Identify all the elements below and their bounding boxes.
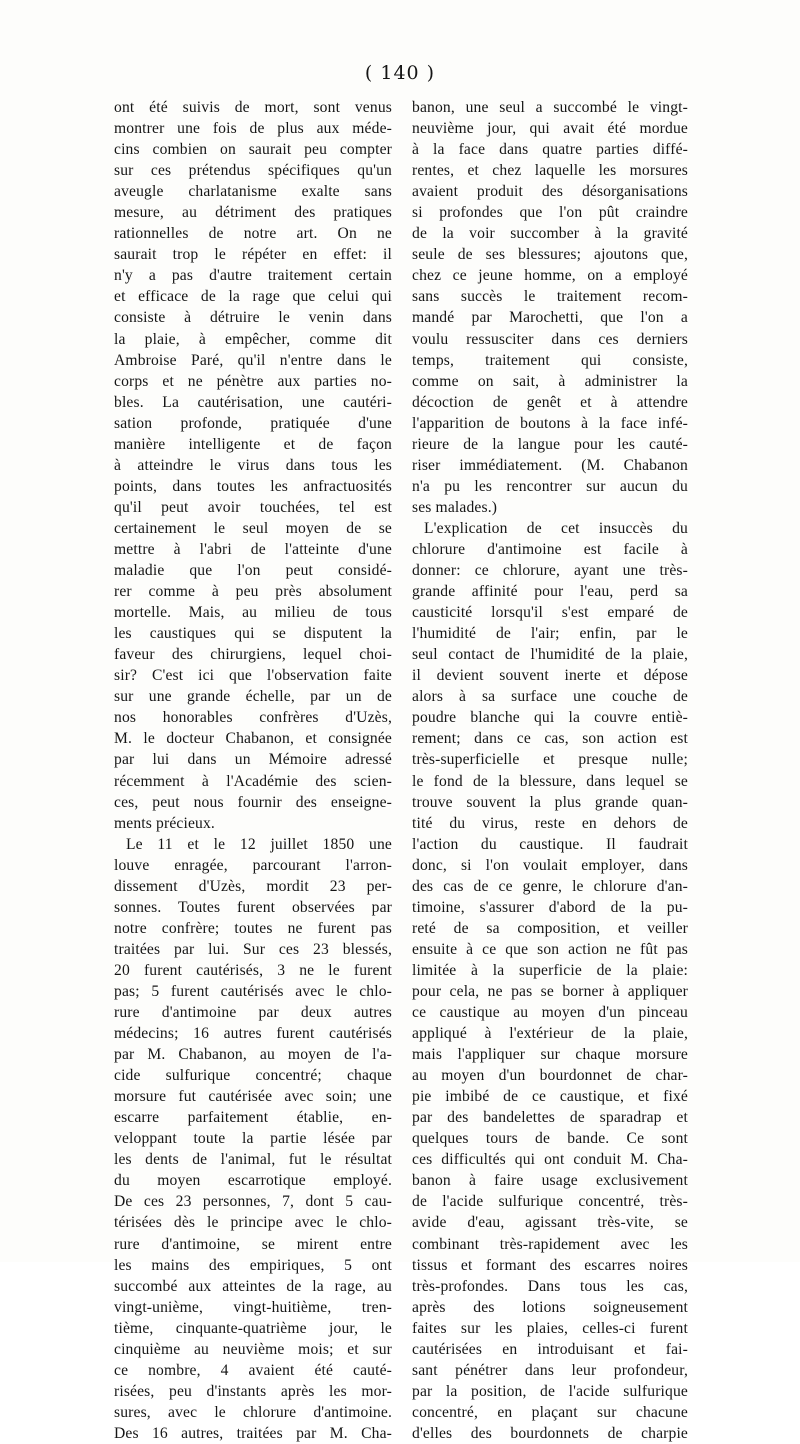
text-line: très-superficielle et presque nulle; xyxy=(412,751,688,769)
text-line: ces difficultés qui ont conduit M. Cha- xyxy=(412,1151,688,1169)
text-line: ce caustique au moyen d'un pinceau xyxy=(412,1004,688,1022)
text-line: rer comme à peu près absolument xyxy=(114,583,392,601)
text-line: qu'il peut avoir touchées, tel est xyxy=(114,498,392,516)
text-line: de la voir succomber à la gravité xyxy=(412,225,688,243)
text-line: rement; dans ce cas, son action est xyxy=(412,730,688,748)
text-line: banon à faire usage exclusivement xyxy=(412,1172,688,1190)
text-line: il devient souvent inerte et dépose xyxy=(412,667,688,685)
text-line: rure d'antimoine, se mirent entre xyxy=(114,1235,392,1253)
text-line: médecins; 16 autres furent cautérisés xyxy=(114,1025,392,1043)
text-line: avaient produit des désorganisations xyxy=(412,183,688,201)
text-line: l'humidité de l'air; enfin, par le xyxy=(412,625,688,643)
text-line: d'elles des bourdonnets de charpie xyxy=(412,1424,688,1442)
text-line: térisées dès le principe avec le chlo- xyxy=(114,1214,392,1232)
text-line: aveugle charlatanisme exalte sans xyxy=(114,183,392,201)
text-line: n'a pu les rencontrer sur aucun du xyxy=(412,477,688,495)
text-line: poudre blanche qui la couvre entiè- xyxy=(412,709,688,727)
right-column xyxy=(412,97,688,1444)
text-line: risées, peu d'instants après les mor- xyxy=(114,1382,392,1400)
text-line: tième, cinquante-quatrième jour, le xyxy=(114,1319,392,1337)
text-line: sures, avec le chlorure d'antimoine. xyxy=(114,1403,392,1421)
text-line: ensuite à ce que son action ne fût pas xyxy=(412,940,688,958)
text-line: cinquième au neuvième mois; et sur xyxy=(114,1340,392,1358)
text-line: combinant très-rapidement avec les xyxy=(412,1235,688,1253)
text-line: donner: ce chlorure, ayant une très- xyxy=(412,562,688,580)
text-line: saurait trop le répéter en effet: il xyxy=(114,246,392,264)
text-line: très-profondes. Dans tous les cas, xyxy=(412,1277,688,1295)
text-line: par des bandelettes de sparadrap et xyxy=(412,1109,688,1127)
text-line: et efficace de la rage que celui qui xyxy=(114,288,392,306)
text-line: trouve souvent la plus grande quan- xyxy=(412,793,688,811)
text-line: Des 16 autres, traitées par M. Cha- xyxy=(114,1424,392,1442)
text-line: grande affinité pour l'eau, perd sa xyxy=(412,583,688,601)
text-line: sation profonde, pratiquée d'une xyxy=(114,414,392,432)
text-line: manière intelligente et de façon xyxy=(114,435,392,453)
text-line: par M. Chabanon, au moyen de l'a- xyxy=(114,1046,392,1064)
text-line: ce nombre, 4 avaient été cauté- xyxy=(114,1361,392,1379)
text-line: par lui dans un Mémoire adressé xyxy=(114,751,392,769)
text-line: l'apparition de boutons à la face infé- xyxy=(412,414,688,432)
text-line: nos honorables confrères d'Uzès, xyxy=(114,709,392,727)
text-line: concentré, en plaçant sur chacune xyxy=(412,1403,688,1421)
text-line: succombé aux atteintes de la rage, au xyxy=(114,1277,392,1295)
text-line: maladie que l'on peut considé- xyxy=(114,562,392,580)
text-line: sant pénétrer dans leur profondeur, xyxy=(412,1361,688,1379)
text-line: si profondes que l'on pût craindre xyxy=(412,204,688,222)
text-line: à la face dans quatre parties diffé- xyxy=(412,141,688,159)
left-column xyxy=(114,97,392,1444)
text-line: sir? C'est ici que l'observation faite xyxy=(114,667,392,685)
text-line: pie imbibé de ce caustique, et fixé xyxy=(412,1088,688,1106)
text-line: du moyen escarrotique employé. xyxy=(114,1172,392,1190)
text-line: quelques tours de bande. Ce sont xyxy=(412,1130,688,1148)
text-line: mettre à l'abri de l'atteinte d'une xyxy=(114,540,392,558)
text-line: la plaie, à empêcher, comme dit xyxy=(114,330,392,348)
text-line: mandé par Marochetti, que l'on a xyxy=(412,309,688,327)
text-line: seule de ses blessures; ajoutons que, xyxy=(412,246,688,264)
text-line: timoine, s'assurer d'abord de la pu- xyxy=(412,898,688,916)
text-line: corps et ne pénètre aux parties no- xyxy=(114,372,392,390)
text-line: ces, peut nous fournir des enseigne- xyxy=(114,793,392,811)
text-line: décoction de genêt et à attendre xyxy=(412,393,688,411)
text-line: mais l'appliquer sur chaque morsure xyxy=(412,1046,688,1064)
text-line: points, dans toutes les anfractuosités xyxy=(114,477,392,495)
text-line: rationnelles de notre art. On ne xyxy=(114,225,392,243)
text-line: louve enragée, parcourant l'arron- xyxy=(114,856,392,874)
text-line: pour cela, ne pas se borner à appliquer xyxy=(412,982,688,1000)
text-line: ments précieux. xyxy=(114,814,215,832)
text-line: 20 furent cautérisés, 3 ne le furent xyxy=(114,961,392,979)
text-line: cide sulfurique concentré; chaque xyxy=(114,1067,392,1085)
text-line: appliqué à l'extérieur de la plaie, xyxy=(412,1025,688,1043)
text-line: tissus et formant des escarres noires xyxy=(412,1256,688,1274)
text-line: L'explication de cet insuccès du xyxy=(424,519,688,537)
text-line: morsure fut cautérisée avec soin; une xyxy=(114,1088,392,1106)
text-line: consiste à détruire le venin dans xyxy=(114,309,392,327)
text-line: tité du virus, reste en dehors de xyxy=(412,814,688,832)
text-line: neuvième jour, qui avait été mordue xyxy=(412,120,688,138)
text-line: sonnes. Toutes furent observées par xyxy=(114,898,392,916)
text-line: rentes, et chez laquelle les morsures xyxy=(412,162,688,180)
text-line: vingt-unième, vingt-huitième, tren- xyxy=(114,1298,392,1316)
text-line: l'action du caustique. Il faudrait xyxy=(412,835,688,853)
text-line: riser immédiatement. (M. Chabanon xyxy=(412,456,688,474)
text-line: au moyen d'un bourdonnet de char- xyxy=(412,1067,688,1085)
text-line: mesure, au détriment des pratiques xyxy=(114,204,392,222)
text-line: les caustiques qui se disputent la xyxy=(114,625,392,643)
text-line: récemment à l'Académie des scien- xyxy=(114,772,392,790)
text-line: donc, si l'on voulait employer, dans xyxy=(412,856,688,874)
text-line: ont été suivis de mort, sont venus xyxy=(114,99,392,116)
text-line: faveur des chirurgiens, lequel choi- xyxy=(114,646,392,664)
text-line: le fond de la blessure, dans lequel se xyxy=(412,772,688,790)
text-line: faites sur les plaies, celles-ci furent xyxy=(412,1319,688,1337)
text-line: notre confrère; toutes ne furent pas xyxy=(114,919,392,937)
text-line: pas; 5 furent cautérisés avec le chlo- xyxy=(114,982,392,1000)
text-line: bles. La cautérisation, une cautéri- xyxy=(114,393,392,411)
page-number: ( 140 ) xyxy=(364,62,436,84)
text-line: sur une grande échelle, par un de xyxy=(114,688,392,706)
text-line: banon, une seul a succombé le vingt- xyxy=(412,99,688,116)
text-line: Ambroise Paré, qu'il n'entre dans le xyxy=(114,351,392,369)
text-line: à atteindre le virus dans tous les xyxy=(114,456,392,474)
text-line: ses malades.) xyxy=(412,498,498,516)
text-line: De ces 23 personnes, 7, dont 5 cau- xyxy=(114,1193,392,1211)
text-line: traitées par lui. Sur ces 23 blessés, xyxy=(114,940,392,958)
text-line: montrer une fois de plus aux méde- xyxy=(114,120,392,138)
text-line: les mains des empiriques, 5 ont xyxy=(114,1256,392,1274)
text-line: alors à sa surface une couche de xyxy=(412,688,688,706)
text-line: sur ces prétendus spécifiques qu'un xyxy=(114,162,392,180)
text-line: chez ce jeune homme, on a employé xyxy=(412,267,688,285)
text-line: n'y a pas d'autre traitement certain xyxy=(114,267,392,285)
text-line: causticité lorsqu'il s'est emparé de xyxy=(412,604,688,622)
text-line: de l'acide sulfurique concentré, très- xyxy=(412,1193,688,1211)
text-line: cins combien on saurait peu compter xyxy=(114,141,392,159)
text-line: des cas de ce genre, le chlorure d'an- xyxy=(412,877,688,895)
text-line: cautérisées en introduisant et fai- xyxy=(412,1340,688,1358)
text-line: limitée à la superficie de la plaie: xyxy=(412,961,688,979)
text-line: après des lotions soigneusement xyxy=(412,1298,688,1316)
text-line: temps, traitement qui consiste, xyxy=(412,351,688,369)
text-line: certainement le seul moyen de se xyxy=(114,519,392,537)
text-line: veloppant toute la partie lésée par xyxy=(114,1130,392,1148)
text-line: chlorure d'antimoine est facile à xyxy=(412,540,688,558)
text-line: comme on sait, à administrer la xyxy=(412,372,688,390)
text-line: par la position, de l'acide sulfurique xyxy=(412,1382,688,1400)
text-line: Le 11 et le 12 juillet 1850 une xyxy=(126,835,392,853)
text-line: rure d'antimoine par deux autres xyxy=(114,1004,392,1022)
text-line: rieure de la langue pour les cauté- xyxy=(412,435,688,453)
text-line: mortelle. Mais, au milieu de tous xyxy=(114,604,392,622)
text-line: sans succès le traitement recom- xyxy=(412,288,688,306)
text-line: dissement d'Uzès, mordit 23 per- xyxy=(114,877,392,895)
text-line: seul contact de l'humidité de la plaie, xyxy=(412,646,688,664)
text-line: avide d'eau, agissant très-vite, se xyxy=(412,1214,688,1232)
text-line: voulu ressusciter dans ces derniers xyxy=(412,330,688,348)
text-line: escarre parfaitement établie, en- xyxy=(114,1109,392,1127)
text-line: reté de sa composition, et veiller xyxy=(412,919,688,937)
text-line: les dents de l'animal, fut le résultat xyxy=(114,1151,392,1169)
text-line: M. le docteur Chabanon, et consignée xyxy=(114,730,392,748)
